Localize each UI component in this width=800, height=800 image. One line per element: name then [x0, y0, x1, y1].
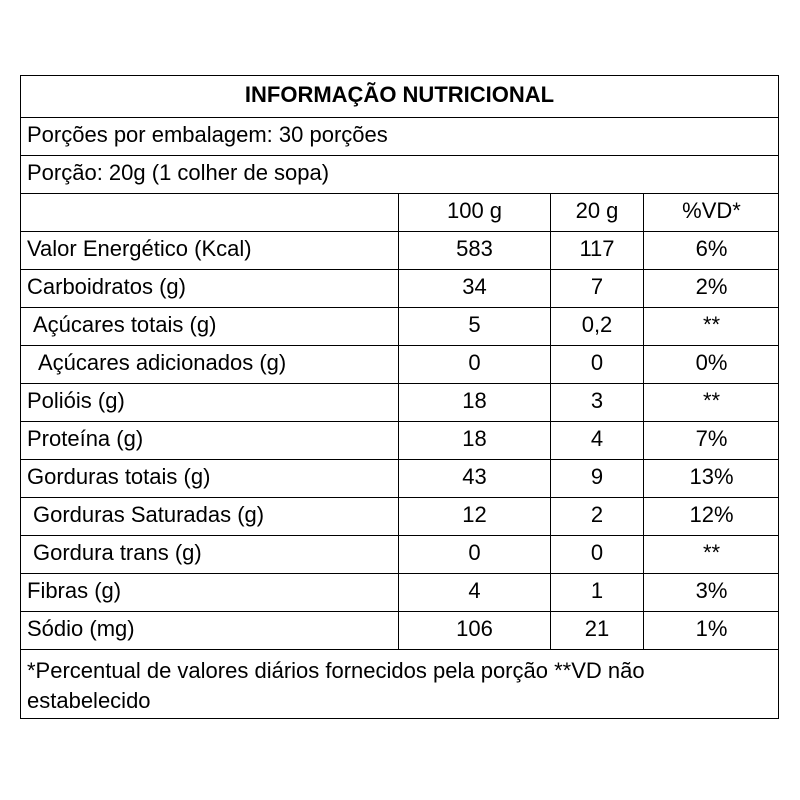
row-label: Açúcares adicionados (g) — [38, 350, 287, 375]
value-100g: 0 — [468, 350, 481, 375]
divider — [20, 573, 779, 574]
divider — [20, 269, 779, 270]
row-label: Fibras (g) — [27, 578, 122, 603]
value-vd: 6% — [695, 236, 728, 261]
divider — [20, 155, 779, 156]
divider — [20, 383, 779, 384]
row-label: Polióis (g) — [27, 388, 125, 413]
divider — [20, 649, 779, 650]
row-label: Gordura trans (g) — [33, 540, 202, 565]
value-vd: 2% — [695, 274, 728, 299]
value-vd: ** — [702, 312, 721, 337]
row-label: Carboidratos (g) — [27, 274, 186, 299]
value-100g: 18 — [462, 388, 487, 413]
divider — [20, 307, 779, 308]
value-100g: 583 — [456, 236, 493, 261]
value-vd: 12% — [689, 502, 734, 527]
serving-size: Porção: 20g (1 colher de sopa) — [27, 160, 330, 185]
value-vd: 1% — [695, 616, 728, 641]
value-100g: 43 — [462, 464, 487, 489]
value-100g: 4 — [468, 578, 481, 603]
value-100g: 34 — [462, 274, 487, 299]
row-label: Gorduras Saturadas (g) — [33, 502, 265, 527]
divider — [20, 231, 779, 232]
value-100g: 18 — [462, 426, 487, 451]
table-title: INFORMAÇÃO NUTRICIONAL — [244, 82, 555, 107]
divider — [20, 459, 779, 460]
value-20g: 0 — [590, 350, 604, 375]
divider — [20, 497, 779, 498]
footnote: *Percentual de valores diários fornecidos pela porção **VD não estabelecido — [27, 658, 645, 713]
value-20g: 117 — [579, 236, 615, 261]
value-20g: 0,2 — [581, 312, 613, 337]
value-100g: 106 — [456, 616, 493, 641]
servings-per-package: Porções por embalagem: 30 porções — [27, 122, 388, 147]
value-20g: 4 — [590, 426, 604, 451]
value-100g: 5 — [468, 312, 481, 337]
value-20g: 2 — [590, 502, 604, 527]
value-vd: ** — [702, 540, 721, 565]
column-header-20g: 20 g — [575, 198, 619, 223]
row-label: Sódio (mg) — [27, 616, 135, 641]
divider — [20, 611, 779, 612]
value-vd: 7% — [695, 426, 728, 451]
value-20g: 3 — [590, 388, 604, 413]
divider — [20, 421, 779, 422]
value-vd: ** — [702, 388, 721, 413]
value-20g: 1 — [590, 578, 604, 603]
value-20g: 21 — [584, 616, 610, 641]
value-vd: 3% — [695, 578, 728, 603]
value-100g: 0 — [468, 540, 481, 565]
value-vd: 0% — [695, 350, 728, 375]
divider — [20, 193, 779, 194]
row-label: Valor Energético (Kcal) — [27, 236, 252, 261]
column-header-vd: %VD* — [682, 198, 741, 223]
divider — [20, 345, 779, 346]
divider — [20, 535, 779, 536]
column-header-100g: 100 g — [446, 198, 503, 223]
row-label: Proteína (g) — [27, 426, 144, 451]
row-label: Açúcares totais (g) — [33, 312, 217, 337]
divider — [20, 117, 779, 118]
row-label: Gorduras totais (g) — [27, 464, 211, 489]
value-100g: 12 — [462, 502, 487, 527]
value-20g: 7 — [590, 274, 604, 299]
value-20g: 9 — [590, 464, 604, 489]
value-vd: 13% — [689, 464, 734, 489]
value-20g: 0 — [590, 540, 604, 565]
